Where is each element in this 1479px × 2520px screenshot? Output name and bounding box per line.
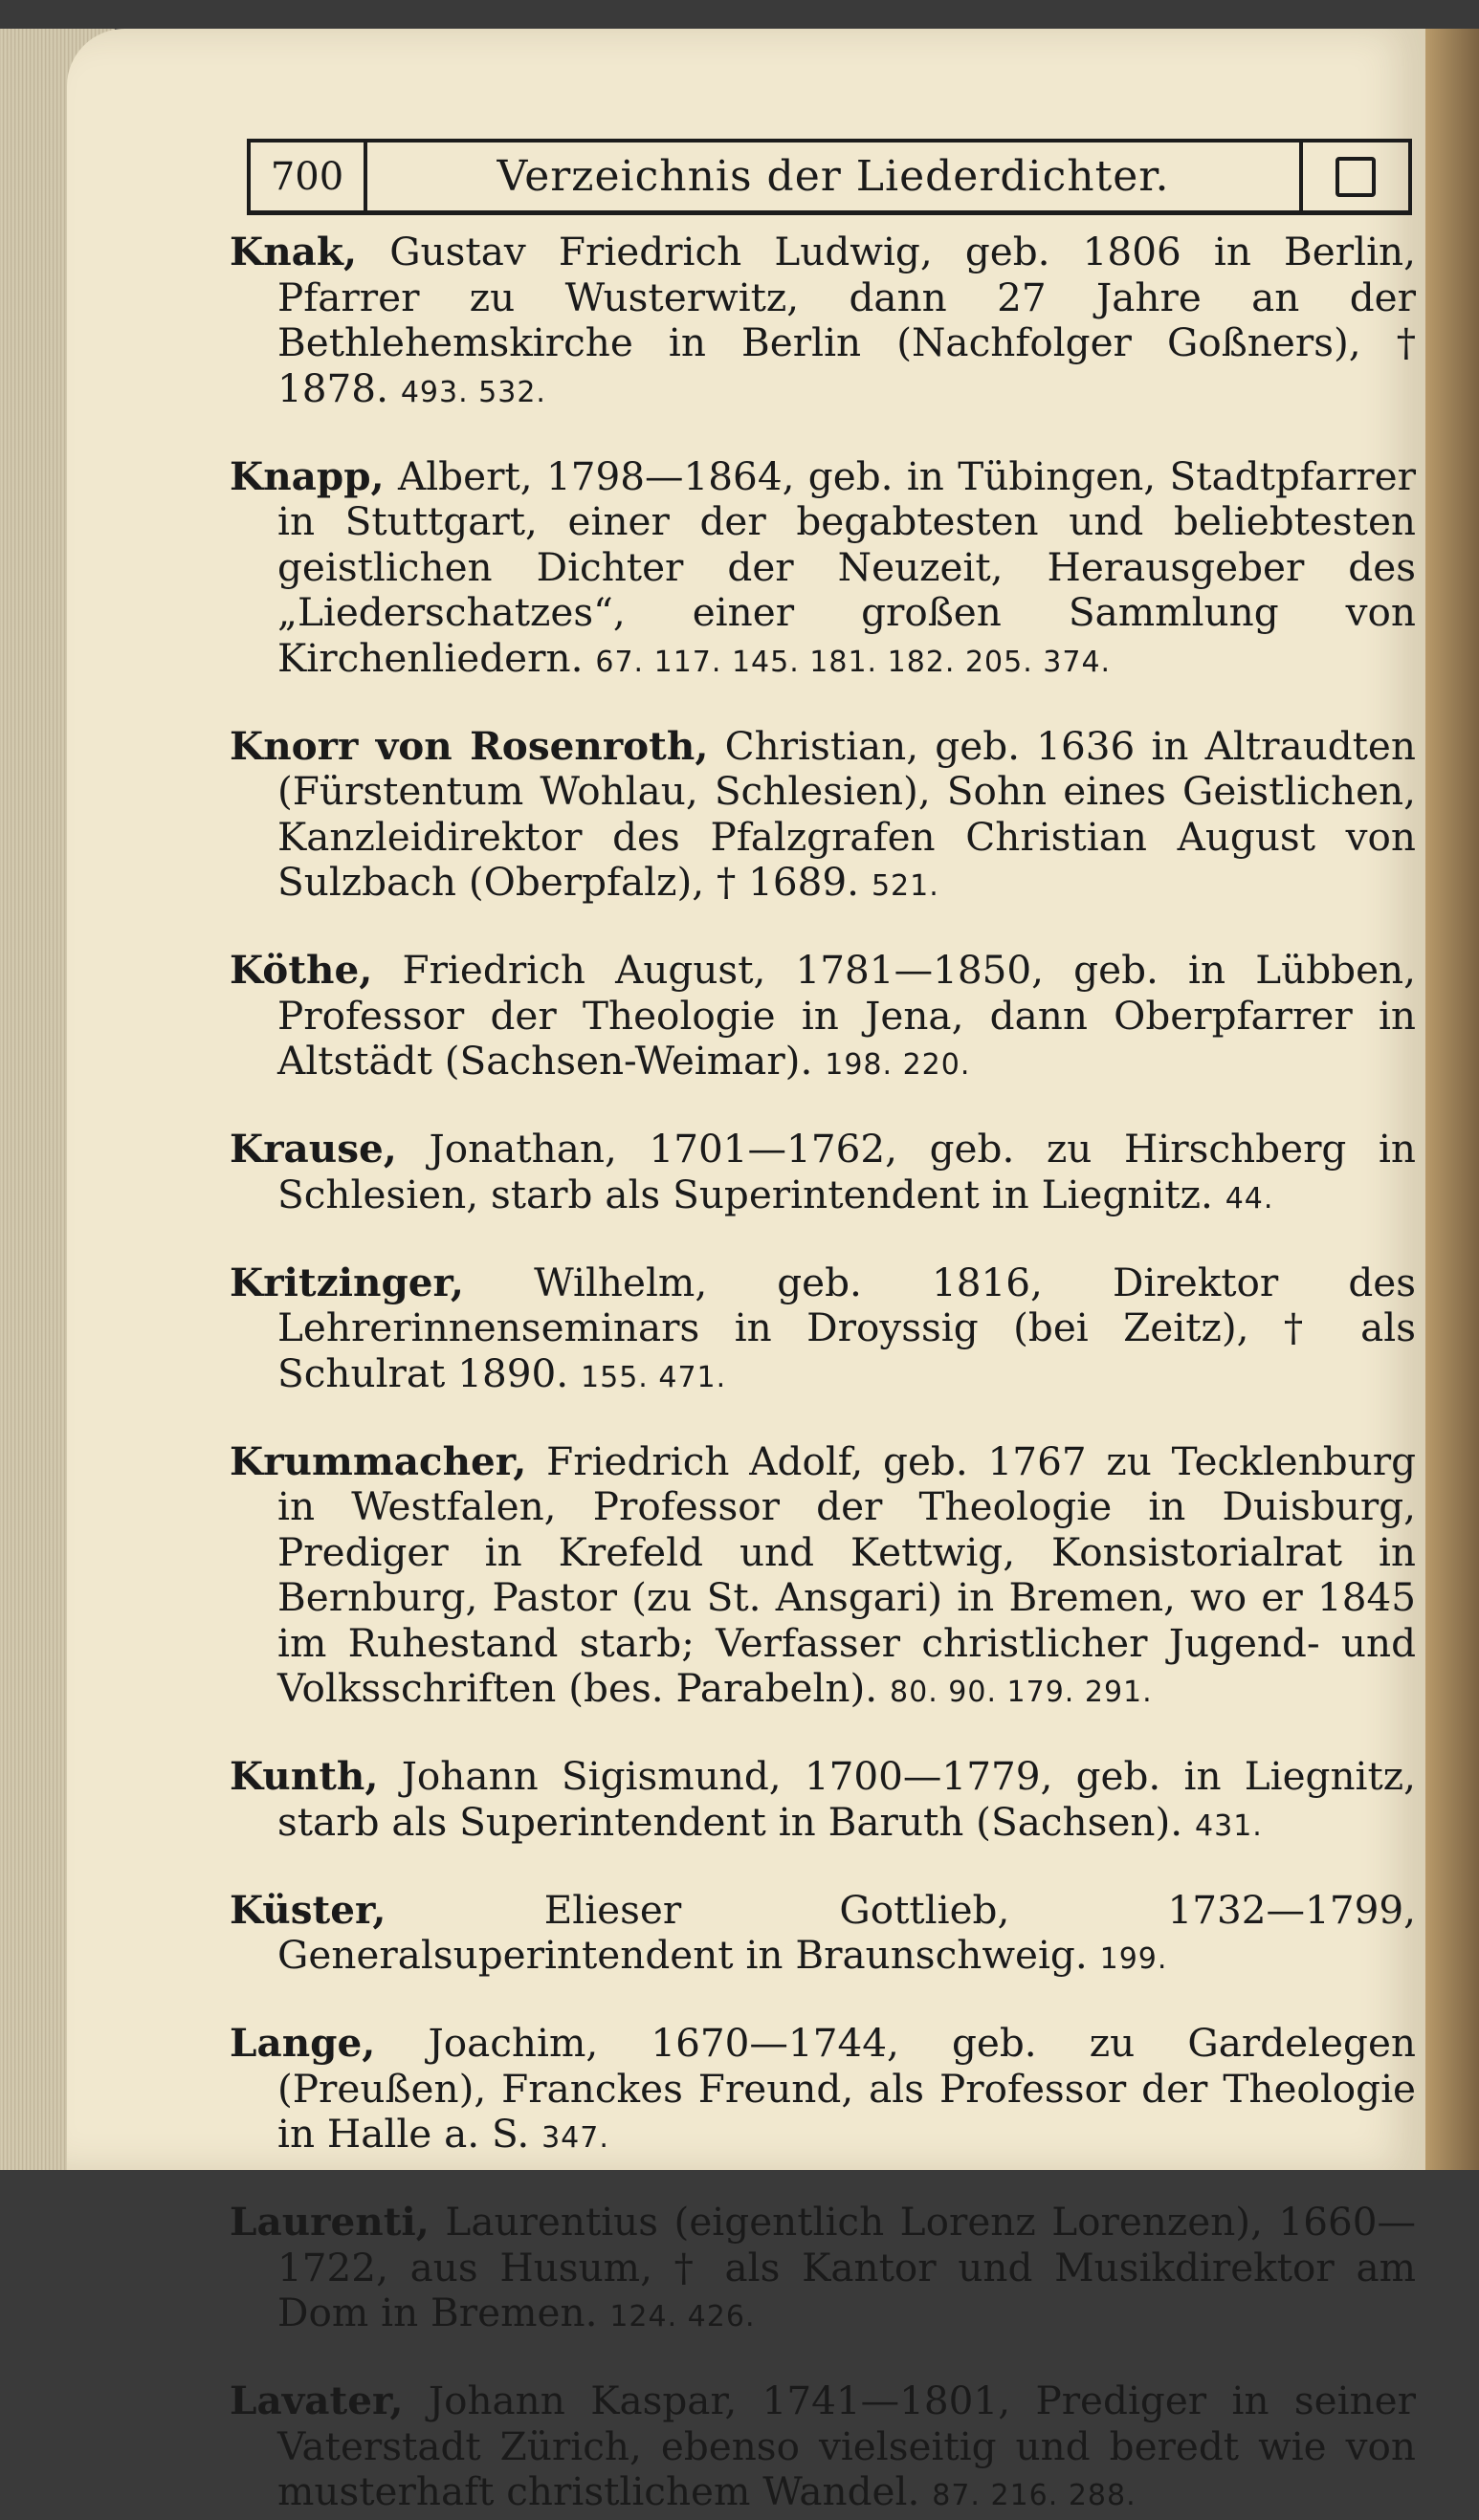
entry-text: Albert, 1798—1864, geb. in Tübingen, Stadtpfarrer in Stuttgart, einer der begabtesten und beliebtesten geistlichen Dichter der Neuzeit, Herausgeber des „Liederschatzes“, einer großen Sammlung von Kirchenliedern. <box>277 452 1416 681</box>
entry-refs: 493. 532. <box>400 375 546 409</box>
poet-index-list <box>230 230 1416 2520</box>
entry-refs: 44. <box>1225 1181 1274 1216</box>
page-title: Verzeichnis der Liederdichter. <box>497 152 1170 201</box>
entry-refs: 199. <box>1099 1942 1168 1976</box>
list-item <box>230 948 1416 1088</box>
square-icon <box>1336 157 1376 197</box>
entry-name: Küster, <box>230 1886 386 1933</box>
entry-text: Joachim, 1670—1744, geb. zu Gardelegen (Preußen), Franckes Freund, als Professor der Theologie in Halle a. S. <box>277 2020 1416 2157</box>
entry-refs: 521. <box>871 869 939 903</box>
entry-name: Laurenti, <box>230 2199 430 2245</box>
list-item <box>230 1754 1416 1849</box>
list-item <box>230 1888 1416 1983</box>
entry-text: Johann Sigismund, 1700—1779, geb. in Liegnitz, starb als Superintendent in Baruth (Sachsen). <box>277 1753 1417 1845</box>
entry-text: Friedrich Adolf, geb. 1767 zu Tecklenburg in Westfalen, Professor der Theologie in Duisburg, Prediger in Krefeld und Kettwig, Konsistorialrat in Bernburg, Pastor (zu St. Ansgari) in Bremen, wo er 1845 im Ruhestand starb; Verfasser christlicher Jugend- und Volksschriften (bes. Parabeln). <box>277 1437 1416 1711</box>
entry-name: Lange, <box>230 2020 376 2066</box>
entry-name: Köthe, <box>230 947 373 993</box>
list-item <box>230 230 1416 415</box>
header-box-ornament <box>1299 142 1408 210</box>
entry-text: Wilhelm, geb. 1816, Direktor des Lehrerinnenseminars in Droyssig (bei Zeitz), † als Schulrat 1890. <box>277 1259 1416 1396</box>
entry-text: Elieser Gottlieb, 1732—1799, Generalsuperintendent in Braunschweig. <box>277 1886 1416 1978</box>
entry-refs: 80. 90. 179. 291. <box>890 1676 1153 1709</box>
book-spine <box>1425 29 1479 2170</box>
list-item <box>230 1260 1416 1401</box>
entry-refs: 198. 220. <box>825 1048 971 1082</box>
list-item <box>230 724 1416 909</box>
entry-text: Jonathan, 1701—1762, geb. zu Hirschberg in Schlesien, starb als Superintendent in Liegnitz. <box>277 1126 1417 1217</box>
list-item <box>230 1439 1416 1716</box>
entry-refs: 155. 471. <box>581 1360 727 1394</box>
entry-name: Knak, <box>230 229 358 274</box>
list-item <box>230 454 1416 686</box>
entry-refs: 431. <box>1195 1808 1263 1843</box>
entry-name: Knorr von Rosenroth, <box>230 722 709 769</box>
entry-name: Lavater, <box>230 2378 404 2423</box>
page-number: 700 <box>251 142 367 210</box>
entry-name: Kritzinger, <box>230 1259 465 1305</box>
list-item <box>230 2021 1416 2161</box>
entry-name: Kunth, <box>230 1753 379 1799</box>
entry-name: Krummacher, <box>230 1437 527 1484</box>
running-header <box>247 139 1412 215</box>
entry-name: Krause, <box>230 1126 397 1172</box>
list-item <box>230 2200 1416 2340</box>
entry-name: Knapp, <box>230 452 385 499</box>
list-item <box>230 2378 1416 2519</box>
entry-refs: 67. 117. 145. 181. 182. 205. 374. <box>595 645 1112 679</box>
entry-text: Christian, geb. 1636 in Altraudten (Fürstentum Wohlau, Schlesien), Sohn eines Geistlichen, Kanzleidirektor des Pfalzgrafen Christian August von Sulzbach (Oberpfalz), † 1689. <box>277 722 1416 905</box>
entry-text: Gustav Friedrich Ludwig, geb. 1806 in Berlin, Pfarrer zu Wusterwitz, dann 27 Jahre an der Bethlehemskirche in Berlin (Nachfolger Goßners), † 1878. <box>277 229 1416 411</box>
list-item <box>230 1127 1416 1221</box>
entry-refs: 347. <box>541 2121 609 2155</box>
entry-text: Johann Kaspar, 1741—1801, Prediger in seiner Vaterstadt Zürich, ebenso vielseitig und beredt wie von musterhaft christlichem Wandel. <box>277 2378 1416 2514</box>
entry-text: Laurentius (eigentlich Lorenz Lorenzen), 1660—1722, aus Husum, † als Kantor und Musikdirektor am Dom in Bremen. <box>277 2199 1417 2335</box>
entry-text: Friedrich August, 1781—1850, geb. in Lübben, Professor der Theologie in Jena, dann Oberpfarrer in Altstädt (Sachsen-Weimar). <box>277 947 1416 1084</box>
entry-refs: 87. 216. 288. <box>932 2479 1137 2512</box>
entry-refs: 124. 426. <box>609 2300 756 2334</box>
